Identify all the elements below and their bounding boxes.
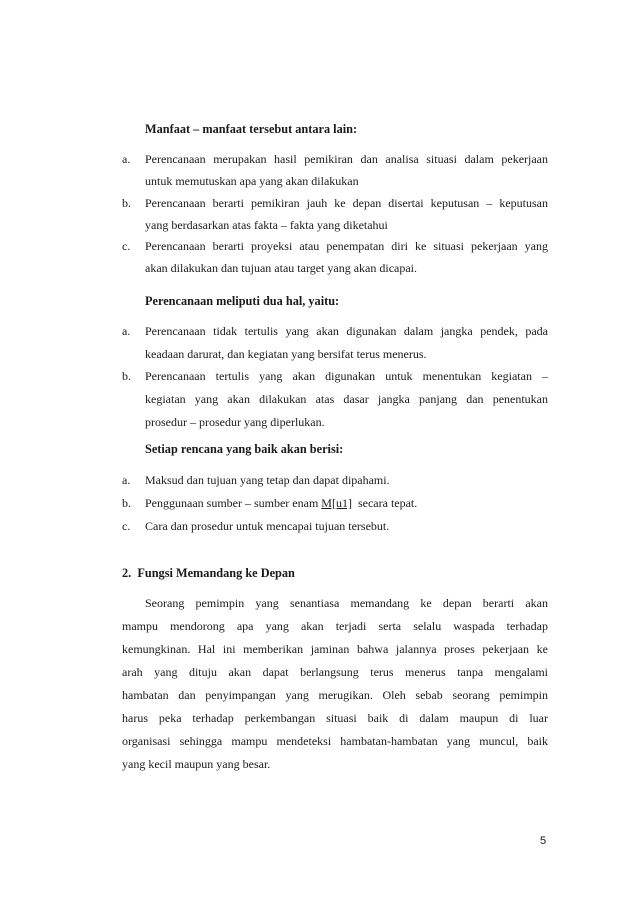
section-title-fungsi: 2. Fungsi Memandang ke Depan bbox=[122, 566, 295, 580]
list-item bbox=[122, 496, 548, 514]
list-marker: a. bbox=[122, 152, 131, 166]
list-item-line: Cara dan prosedur untuk mencapai tujuan tersebut. bbox=[145, 519, 390, 533]
list-item-line: akan dilakukan dan tujuan atau target yang akan dicapai. bbox=[145, 261, 418, 275]
list-item bbox=[122, 152, 548, 192]
heading-manfaat: Manfaat – manfaat tersebut antara lain: bbox=[145, 122, 358, 136]
list-item-line: Perencanaan berarti pemikiran jauh ke depan disertai keputusan – keputusan bbox=[145, 196, 548, 210]
list-item-line: Perencanaan berarti proyeksi atau penempatan diri ke situasi pekerjaan yang bbox=[145, 239, 548, 253]
paragraph-line: kemungkinan. Hal ini memberikan jaminan bahwa jalannya proses pekerjaan ke bbox=[122, 642, 548, 656]
list-marker: c. bbox=[122, 519, 131, 533]
paragraph-line: harus peka terhadap perkembangan situasi baik di dalam maupun di luar bbox=[122, 711, 548, 725]
page-number: 5 bbox=[540, 835, 547, 847]
list-marker: a. bbox=[122, 324, 131, 338]
paragraph-line: mampu mendorong apa yang akan terjadi serta selalu waspada terhadap bbox=[122, 619, 548, 633]
list-item-line: Maksud dan tujuan yang tetap dan dapat dipahami. bbox=[145, 473, 390, 487]
list-marker: b. bbox=[122, 196, 131, 210]
list-item-line: Perencanaan tertulis yang akan digunakan untuk menentukan kegiatan – bbox=[145, 369, 548, 383]
list-item-line: untuk memutuskan apa yang akan dilakukan bbox=[145, 174, 359, 188]
heading-perencanaan: Perencanaan meliputi dua hal, yaitu: bbox=[145, 294, 340, 308]
list-marker: a. bbox=[122, 473, 131, 487]
paragraph-line: organisasi sehingga mampu mendeteksi hambatan-hambatan yang muncul, baik bbox=[122, 734, 548, 748]
list-item-text: secara tepat. bbox=[351, 496, 418, 510]
list-item-line bbox=[145, 496, 548, 511]
list-item-line: kegiatan yang akan dilakukan atas dasar jangka panjang dan penentukan bbox=[145, 392, 548, 406]
list-item-line: Perencanaan merupakan hasil pemikiran dan analisa situasi dalam pekerjaan bbox=[145, 152, 548, 166]
list-item bbox=[122, 239, 548, 279]
paragraph-line: hambatan dan penyimpangan yang merugikan. Oleh sebab seorang pemimpin bbox=[122, 688, 548, 702]
paragraph-line: Seorang pemimpin yang senantiasa memandang ke depan berarti akan bbox=[145, 596, 548, 610]
list-marker: c. bbox=[122, 239, 131, 253]
list-item bbox=[122, 519, 548, 537]
list-item-line: Perencanaan tidak tertulis yang akan digunakan dalam jangka pendek, pada bbox=[145, 324, 548, 338]
comment-link[interactable]: M[u1] bbox=[321, 496, 352, 510]
list-item bbox=[122, 324, 548, 364]
list-marker: b. bbox=[122, 369, 131, 383]
list-item bbox=[122, 473, 548, 491]
list-item-text: Penggunaan sumber – sumber enam bbox=[145, 496, 322, 510]
list-item-line: prosedur – prosedur yang diperlukan. bbox=[145, 415, 325, 429]
list-item-line: yang berdasarkan atas fakta – fakta yang diketahui bbox=[145, 218, 388, 232]
list-item-line: keadaan darurat, dan kegiatan yang bersifat terus menerus. bbox=[145, 347, 427, 361]
list-item bbox=[122, 369, 548, 433]
list-marker: b. bbox=[122, 496, 131, 510]
list-item bbox=[122, 196, 548, 236]
heading-setiap-rencana: Setiap rencana yang baik akan berisi: bbox=[145, 442, 344, 456]
paragraph-line: arah yang dituju akan dapat berlangsung terus menerus tanpa mengalami bbox=[122, 665, 548, 679]
paragraph-line: yang kecil maupun yang besar. bbox=[122, 757, 271, 771]
